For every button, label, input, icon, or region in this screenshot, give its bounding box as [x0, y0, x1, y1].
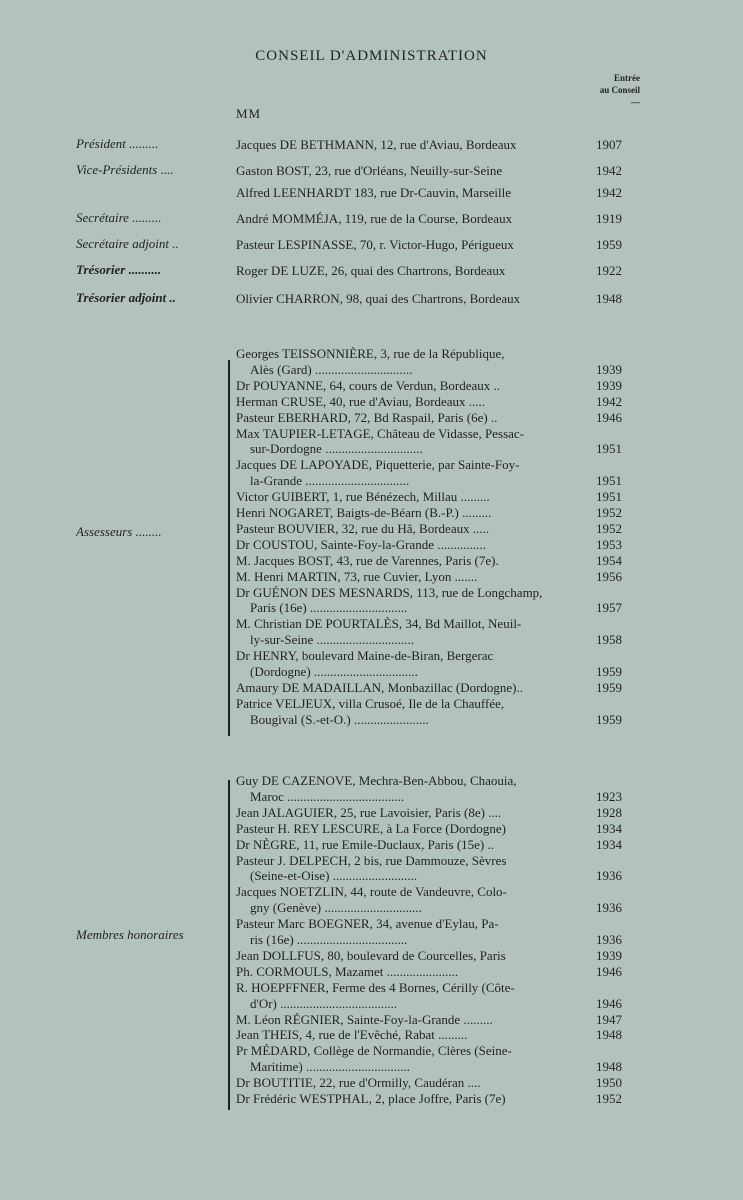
- member-year: 1951: [596, 473, 622, 489]
- officer-name: André MOMMÉJA, 119, rue de la Course, Bordeaux: [236, 211, 513, 226]
- member-year: 1953: [596, 536, 622, 552]
- officer-year: 1922: [596, 263, 622, 278]
- member-year: 1946: [596, 963, 622, 979]
- member-year: 1928: [596, 804, 622, 820]
- officer-role: Secrétaire adjoint ..: [76, 236, 179, 251]
- member-line: gny (Genève) ..............................: [250, 900, 422, 916]
- member-line: Jean JALAGUIER, 25, rue Lavoisier, Paris (8e) ....: [236, 804, 502, 820]
- member-year: 1934: [596, 820, 622, 836]
- member-line: Max TAUPIER-LETAGE, Château de Vidasse, Pessac-: [236, 425, 525, 441]
- officer-name: Pasteur LESPINASSE, 70, r. Victor-Hugo, Périgueux: [236, 237, 514, 252]
- member-line: Dr COUSTOU, Sainte-Foy-la-Grande ...............: [236, 536, 486, 552]
- member-year: 1959: [596, 664, 622, 679]
- member-year: 1946: [596, 995, 622, 1011]
- member-line: Patrice VELJEUX, villa Crusoé, Ile de la Chauffée,: [236, 695, 505, 711]
- member-year: 1952: [596, 520, 622, 536]
- member-year: 1959: [596, 679, 622, 695]
- member-year: 1947: [596, 1011, 622, 1027]
- member-line: Dr GUÉNON DES MESNARDS, 113, rue de Longchamp,: [236, 584, 543, 600]
- member-year: 1948: [596, 1059, 622, 1075]
- member-line: Jean DOLLFUS, 80, boulevard de Courcelles, Paris: [236, 947, 506, 963]
- officer-year: 1907: [596, 137, 622, 152]
- member-line: R. HOEPFFNER, Ferme des 4 Bornes, Cérilly (Côte-: [236, 979, 515, 995]
- officer-year: 1959: [596, 237, 622, 252]
- assesseurs-brace: [228, 360, 230, 736]
- officer-name: Olivier CHARRON, 98, quai des Chartrons, Bordeaux: [236, 291, 521, 306]
- officer-name: Gaston BOST, 23, rue d'Orléans, Neuilly-sur-Seine: [236, 163, 503, 178]
- member-year: 1958: [596, 632, 622, 648]
- member-line: Pasteur BOUVIER, 32, rue du Hâ, Bordeaux .....: [236, 520, 490, 536]
- officer-year: 1942: [596, 163, 622, 178]
- member-line: Dr Frédéric WESTPHAL, 2, place Joffre, Paris (7e): [236, 1091, 506, 1106]
- member-line: Maroc ....................................: [250, 788, 405, 804]
- member-line: Pr MÉDARD, Collège de Normandie, Clères (Seine-: [236, 1043, 512, 1059]
- member-line: Herman CRUSE, 40, rue d'Aviau, Bordeaux .....: [236, 393, 486, 409]
- member-year: 1954: [596, 552, 622, 568]
- member-year: 1936: [596, 932, 622, 947]
- honoraires-brace: [228, 780, 230, 1110]
- member-line: Pasteur EBERHARD, 72, Bd Raspail, Paris (6e) ..: [236, 409, 498, 425]
- officer-name: Jacques DE BETHMANN, 12, rue d'Aviau, Bordeaux: [236, 137, 517, 152]
- officer-role: Trésorier adjoint ..: [76, 290, 176, 305]
- officer-year: 1948: [596, 291, 622, 306]
- member-line: Jacques NOETZLIN, 44, route de Vandeuvre, Colo-: [236, 884, 507, 900]
- member-year: 1942: [596, 393, 622, 409]
- officer-name: Roger DE LUZE, 26, quai des Chartrons, Bordeaux: [236, 263, 506, 278]
- member-line: Jacques DE LAPOYADE, Piquetterie, par Sainte-Foy-: [236, 457, 520, 473]
- entree-au-conseil-header: [580, 72, 640, 108]
- au-conseil-label: au Conseil: [599, 85, 640, 95]
- member-line: Dr NÈGRE, 11, rue Emile-Duclaux, Paris (15e) ..: [236, 836, 495, 852]
- member-year: 1939: [596, 947, 622, 963]
- member-line: Bougival (S.-et-O.) .......................: [250, 711, 429, 727]
- member-line: Dr BOUTITIE, 22, rue d'Ormilly, Caudéran ....: [236, 1075, 481, 1091]
- member-line: Maritime) ................................: [250, 1059, 410, 1075]
- member-line: M. Jacques BOST, 43, rue de Varennes, Paris (7e).: [236, 552, 499, 568]
- member-year: 1934: [596, 836, 622, 852]
- member-year: 1951: [596, 441, 622, 457]
- member-line: Georges TEISSONNIÈRE, 3, rue de la République,: [236, 346, 505, 361]
- officer-name: Alfred LEENHARDT 183, rue Dr-Cauvin, Marseille: [236, 185, 511, 200]
- member-line: Henri NOGARET, Baigts-de-Béarn (B.-P.) .........: [236, 505, 492, 520]
- member-line: Dr HENRY, boulevard Maine-de-Biran, Bergerac: [236, 648, 494, 664]
- member-year: 1939: [596, 377, 622, 393]
- member-line: (Dordogne) ................................: [250, 664, 418, 679]
- member-line: Pasteur H. REY LESCURE, à La Force (Dordogne): [236, 820, 506, 836]
- officer-role: Secrétaire .........: [76, 210, 162, 225]
- member-year: 1936: [596, 900, 622, 916]
- member-line: Dr POUYANNE, 64, cours de Verdun, Bordeaux ..: [236, 377, 501, 393]
- member-year: 1946: [596, 409, 622, 425]
- assesseurs-label: Assesseurs ........: [76, 524, 162, 539]
- officer-role: Trésorier ..........: [76, 262, 162, 277]
- entree-label: Entrée: [614, 73, 640, 83]
- member-year: 1939: [596, 361, 622, 377]
- member-line: Pasteur Marc BOEGNER, 34, avenue d'Eylau, Pa-: [236, 916, 499, 932]
- member-line: M. Léon RÉGNIER, Sainte-Foy-la-Grande .........: [236, 1011, 493, 1027]
- member-line: M. Henri MARTIN, 73, rue Cuvier, Lyon .......: [236, 568, 478, 584]
- member-line: Guy DE CAZENOVE, Mechra-Ben-Abbou, Chaouia,: [236, 773, 517, 788]
- member-line: ly-sur-Seine ..............................: [250, 632, 415, 648]
- entree-dash: —: [631, 97, 640, 107]
- officer-role: Vice-Présidents ....: [76, 162, 174, 177]
- member-line: la-Grande ................................: [250, 473, 410, 489]
- member-line: Alès (Gard) ..............................: [250, 361, 413, 377]
- member-line: M. Christian DE POURTALÈS, 34, Bd Maillot, Neuil-: [236, 616, 522, 632]
- member-year: 1948: [596, 1027, 622, 1043]
- member-year: 1959: [596, 711, 622, 727]
- member-year: 1957: [596, 600, 622, 616]
- member-year: 1956: [596, 568, 622, 584]
- member-line: d'Or) ....................................: [250, 995, 398, 1011]
- officer-year: 1919: [596, 211, 622, 226]
- officer-year: 1942: [596, 185, 622, 200]
- member-year: 1952: [596, 1091, 622, 1106]
- member-year: 1950: [596, 1075, 622, 1091]
- member-line: Pasteur J. DELPECH, 2 bis, rue Dammouze, Sèvres: [236, 852, 507, 868]
- member-line: Jean THEIS, 4, rue de l'Evêché, Rabat .........: [236, 1027, 468, 1043]
- honoraires-label: Membres honoraires: [76, 927, 184, 942]
- member-line: sur-Dordogne ..............................: [250, 441, 423, 457]
- officer-role: Président .........: [76, 136, 159, 151]
- member-year: 1936: [596, 868, 622, 884]
- mm-label: MM: [236, 106, 262, 121]
- member-line: Victor GUIBERT, 1, rue Bénézech, Millau .........: [236, 489, 490, 505]
- page-title: CONSEIL D'ADMINISTRATION: [255, 48, 488, 64]
- member-line: Amaury DE MADAILLAN, Monbazillac (Dordogne)..: [236, 679, 524, 695]
- member-year: 1952: [596, 505, 622, 520]
- member-line: Paris (16e) ..............................: [250, 600, 408, 616]
- member-year: 1951: [596, 489, 622, 505]
- member-line: Ph. CORMOULS, Mazamet ......................: [236, 963, 459, 979]
- member-year: 1923: [596, 788, 622, 804]
- member-line: ris (16e) ..................................: [250, 932, 408, 947]
- member-line: (Seine-et-Oise) ..........................: [250, 868, 418, 884]
